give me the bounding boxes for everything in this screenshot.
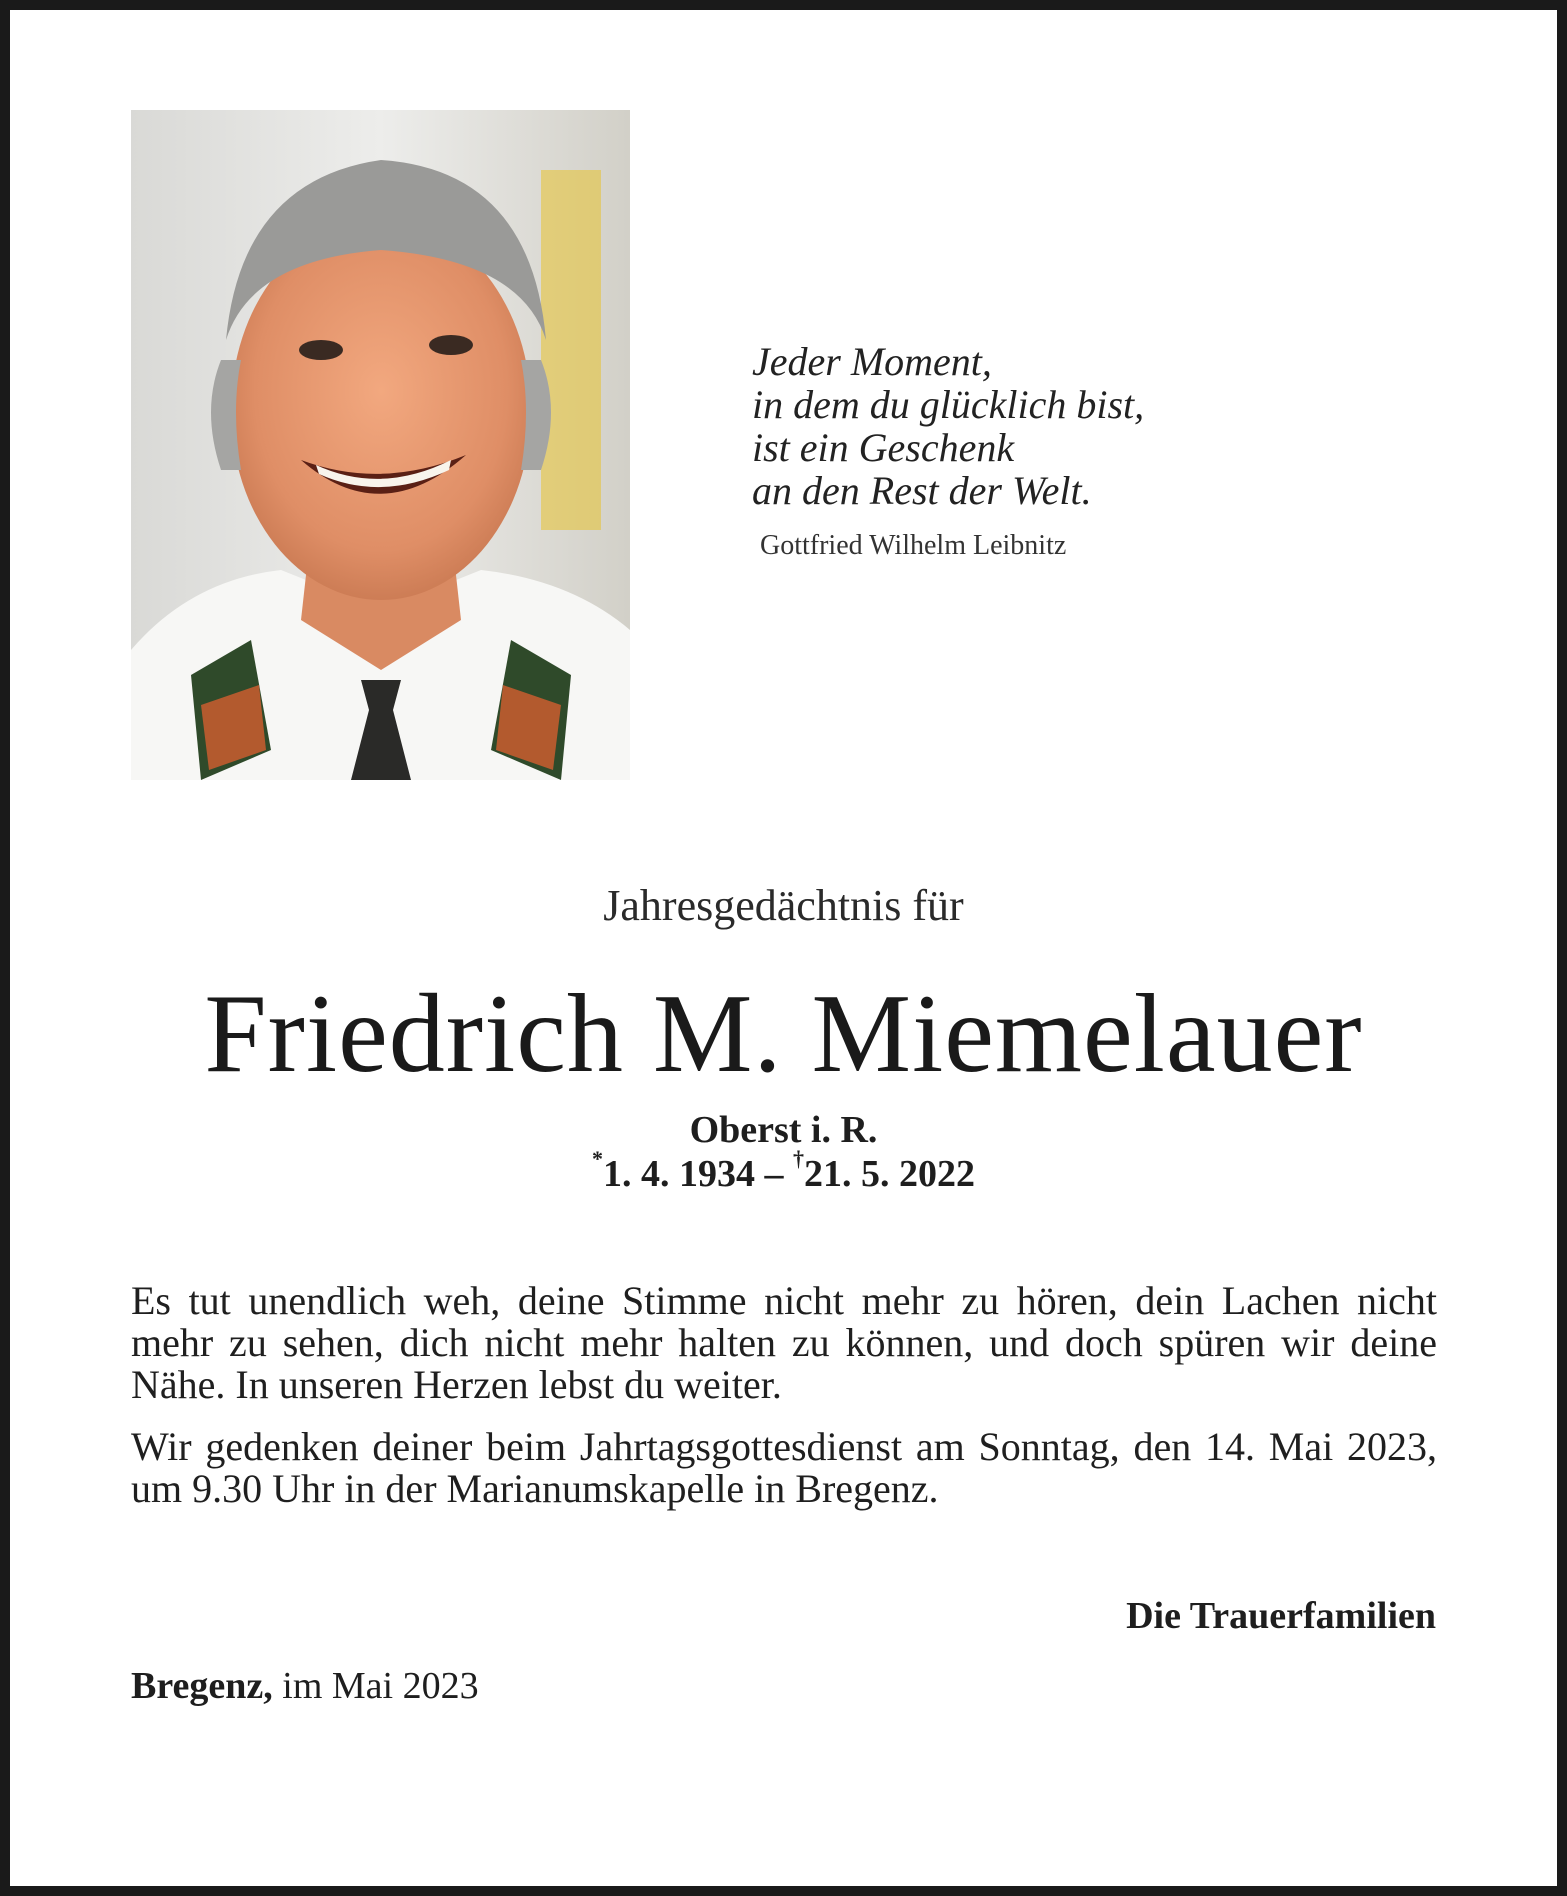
quote-line: Jeder Moment,	[752, 339, 992, 384]
service-paragraph: Wir gedenken deiner beim Jahrtagsgottesdienst am Sonntag, den 14. Mai 2023, um 9.30 Uhr in der Marianumskapelle in Bregenz.	[131, 1424, 1437, 1511]
place-month: im Mai 2023	[272, 1665, 479, 1707]
birth-date: 1. 4. 1934	[603, 1153, 755, 1195]
memorial-intro: Jahresgedächtnis für	[603, 881, 964, 930]
quote-line: an den Rest der Welt.	[752, 468, 1092, 513]
death-date: 21. 5. 2022	[804, 1153, 975, 1195]
quote-line: ist ein Geschenk	[752, 425, 1015, 470]
death-symbol: †	[793, 1146, 804, 1172]
place-city: Bregenz,	[131, 1665, 273, 1707]
quote-line: in dem du glücklich bist,	[752, 382, 1145, 427]
birth-symbol: *	[592, 1146, 603, 1172]
portrait-photo	[131, 110, 630, 780]
life-dates	[0, 1146, 1567, 1196]
date-separator: –	[755, 1153, 793, 1195]
quote-author: Gottfried Wilhelm Leibnitz	[760, 530, 1067, 561]
condolence-paragraph: Es tut unendlich weh, deine Stimme nicht mehr zu hören, dein Lachen nicht mehr zu sehen, dich nicht mehr halten zu können, und doch spüren wir deine Nähe. In unseren Herzen lebst du weiter.	[131, 1278, 1437, 1407]
signoff: Die Trauerfamilien	[1126, 1595, 1436, 1637]
place-date	[131, 1664, 479, 1708]
deceased-name: Friedrich M. Miemelauer	[204, 972, 1363, 1096]
rank-title: Oberst i. R.	[689, 1109, 878, 1151]
quote-block	[752, 340, 1312, 562]
